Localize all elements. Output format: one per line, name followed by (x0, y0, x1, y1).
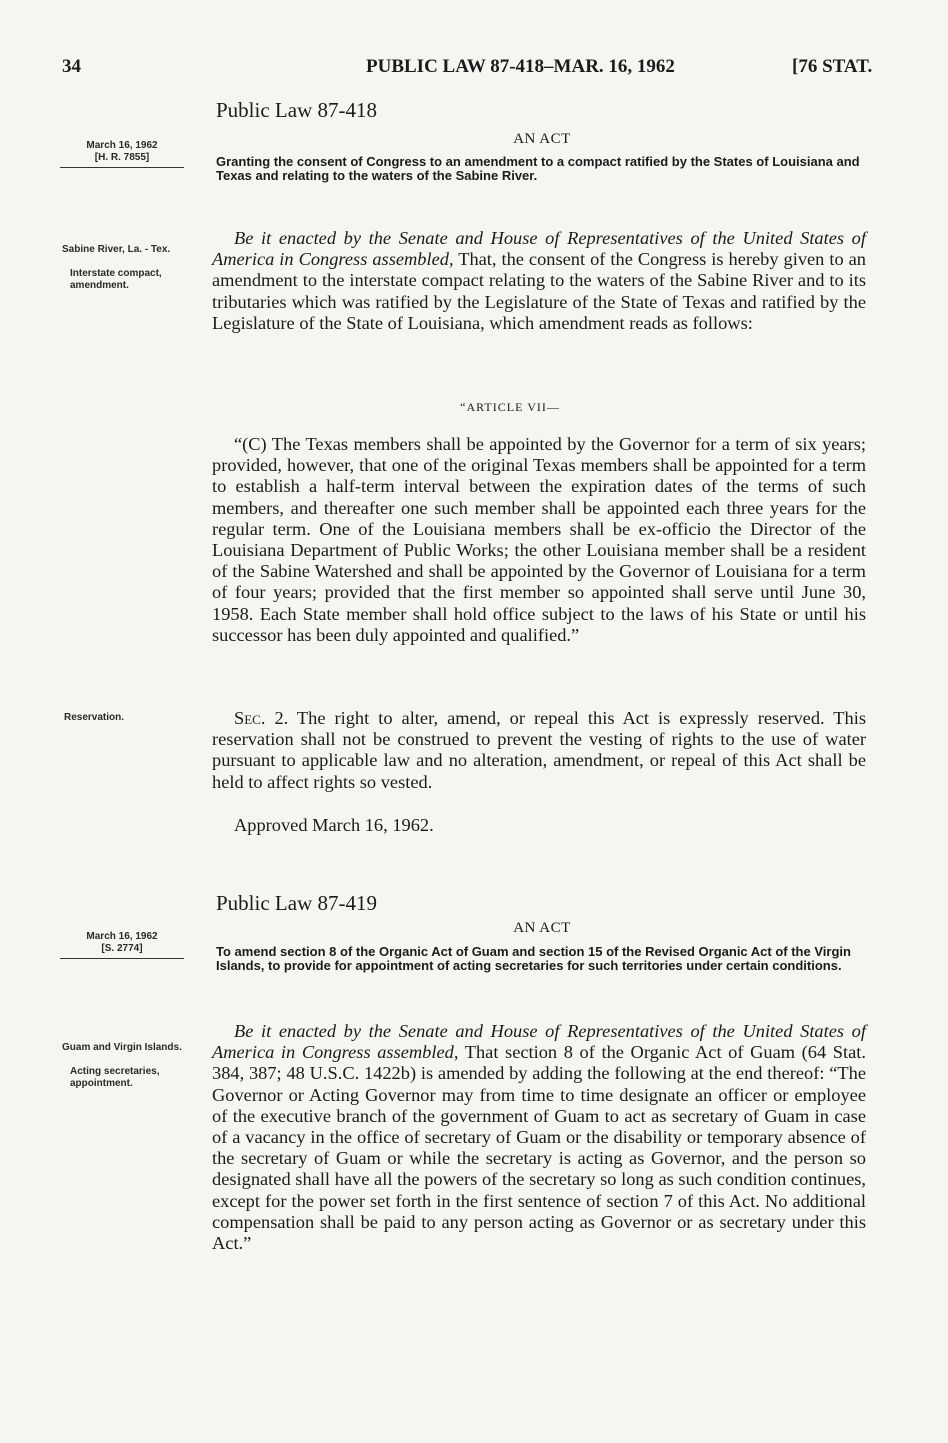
law1-approved: Approved March 16, 1962. (234, 815, 434, 835)
law2-enacting-text: That section 8 of the Organic Act of Guam (64 Stat. 384, 387; 48 U.S.C. 1422b) is amended by adding the following at the end thereof: “The Governor or Acting Governor may from time to time designate an officer or employee of the executive branch of the government of Guam to act as secretary of Guam in case of a vacancy in the office of secretary of Guam or the disability or temporary absence of the secretary of Guam or while the secretary is acting as Governor, and the person so designated shall have all the powers of the secretary so long as such condition continues, except for the power set forth in the first sentence of section 7 of this Act. No additional compensation shall be paid to any person acting as Governor or as secretary under this Act.” (212, 1042, 866, 1254)
section-2-label: Sec. 2. (234, 708, 289, 728)
law1-date: March 16, 1962 (86, 140, 158, 151)
article-text (212, 434, 866, 646)
law1-title: Public Law 87-418 (216, 98, 377, 122)
law2-bill-number: [S. 2774] (101, 943, 143, 954)
law2-side-note-subject: Guam and Virgin Islands. (62, 1042, 182, 1053)
law1-bill-number: [H. R. 7855] (94, 152, 150, 163)
article-heading: “ARTICLE VII— (460, 400, 560, 414)
law2-enacting-italic: Be it enacted by the Senate and House of Representatives of the United States of America in Congress assembled, (212, 1021, 866, 1063)
section-2 (212, 708, 866, 793)
law2-act-label: AN ACT (513, 920, 571, 936)
law1-side-rule (60, 167, 184, 168)
law2-date: March 16, 1962 (86, 931, 158, 942)
running-title: PUBLIC LAW 87-418–MAR. 16, 1962 (366, 56, 675, 77)
page-number: 34 (62, 56, 81, 77)
law1-side-note-topic: Interstate compact, amendment. (70, 268, 162, 291)
law1-side-note-subject: Sabine River, La. - Tex. (62, 244, 171, 255)
section-2-text: The right to alter, amend, or repeal this Act is expressly reserved. This reservation shall not be construed to prevent the vesting of rights to the use of water pursuant to applicable law and no alteration, amendment, or repeal of this Act shall be held to affect rights so vested. (212, 708, 867, 792)
law1-enacting-text: That, the consent of the Congress is hereby given to an amendment to the interstate compact relating to the waters of the Sabine River and to its tributaries which was ratified by the Legislature of the State of Texas and ratified by the Legislature of the State of Louisiana, which amendment reads as follows: (212, 249, 866, 333)
law2-purpose: To amend section 8 of the Organic Act of Guam and section 15 of the Revised Organic Act of the Virgin Islands, to provide for appointment of acting secretaries for such territories under certain conditions. (216, 944, 851, 973)
reservation-note: Reservation. (64, 712, 125, 723)
law2-enacting-clause (212, 1021, 866, 1254)
article-paragraph: “(C) The Texas members shall be appointed by the Governor for a term of six years; provided, however, that one of the original Texas members shall be appointed for a term to establish a half-term interval between the expiration dates of the terms of such members, and thereafter one such member shall be appointed each three years for the regular term. One of the Louisiana members shall be ex-officio the Director of the Louisiana Department of Public Works; the other Louisiana member shall be a resident of the Sabine Watershed and shall be appointed by the Governor of Louisiana for a term of four years; provided that the first member so appointed shall serve until June 30, 1958. Each State member shall hold office subject to the laws of his State or until his successor has been duly appointed and qualified.” (212, 434, 866, 645)
law1-enacting-italic: Be it enacted by the Senate and House of Representatives of the United States of America in Congress assembled, (212, 228, 866, 270)
law1-enacting-clause (212, 228, 866, 334)
law1-act-label: AN ACT (513, 131, 571, 147)
law2-side-note-topic: Acting secretaries, appointment. (70, 1066, 160, 1089)
law2-side-rule (60, 958, 184, 959)
law1-purpose: Granting the consent of Congress to an amendment to a compact ratified by the States of Louisiana and Texas and relating to the waters of the Sabine River. (216, 154, 860, 183)
law2-title: Public Law 87-419 (216, 891, 377, 915)
stat-reference: [76 STAT. (792, 56, 873, 77)
